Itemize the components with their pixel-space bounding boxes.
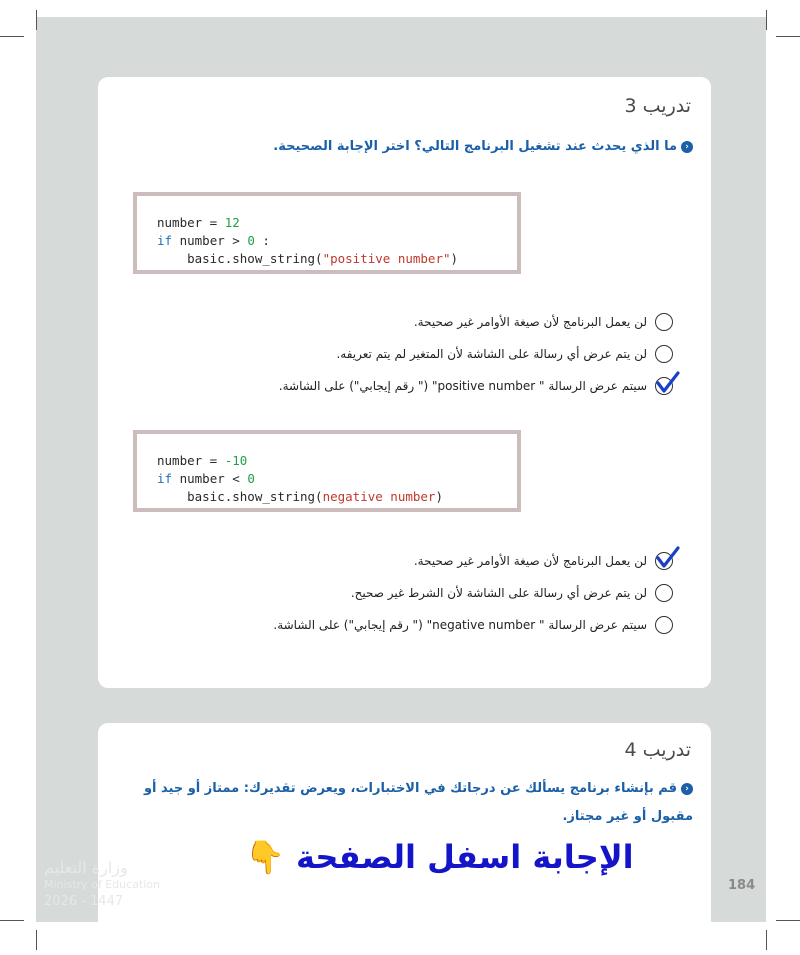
exercise-3-question — [273, 133, 693, 161]
option-label: سيتم عرض الرسالة " negative number" (" رقم إيجابي") على الشاشة. — [273, 618, 647, 632]
radio-button-checked[interactable] — [655, 377, 673, 395]
option-label: سيتم عرض الرسالة " positive number" (" رقم إيجابي") على الشاشة. — [278, 379, 647, 393]
question-text: قم بإنشاء برنامج يسألك عن درجاتك في الاختبارات، ويعرض تقديرك: ممتاز أو جيد أو مقبول أو غير مجتاز. — [143, 781, 693, 824]
crop-mark — [36, 930, 37, 950]
chevron-left-icon: ‹ — [681, 783, 693, 795]
option-1-3[interactable] — [279, 377, 673, 395]
option-label: لن يتم عرض أي رسالة على الشاشة لأن الشرط غير صحيح. — [350, 586, 647, 600]
option-2-2[interactable] — [351, 584, 673, 602]
option-2-3[interactable] — [273, 616, 673, 634]
radio-button[interactable] — [655, 616, 673, 634]
exercise-4-card — [98, 723, 711, 923]
option-label: لن يعمل البرنامج لأن صيغة الأوامر غير صحيحة. — [413, 554, 647, 568]
crop-mark — [766, 930, 767, 950]
option-1-2[interactable] — [336, 345, 673, 363]
crop-mark — [36, 10, 37, 30]
ministry-watermark-year: 2026 - 1447 — [44, 894, 124, 909]
code-block-2: number = -10 if number < 0 basic.show_string(negative number) — [133, 430, 521, 512]
radio-button[interactable] — [655, 313, 673, 331]
crop-mark — [0, 920, 24, 921]
radio-button[interactable] — [655, 345, 673, 363]
option-1-1[interactable] — [414, 313, 673, 331]
exercise-3-title: تدريب 3 — [624, 95, 691, 117]
crop-mark — [776, 36, 800, 37]
ministry-watermark: وزارة التعليم — [44, 858, 128, 877]
code-block-1: number = 12 if number > 0 : basic.show_string("positive number") — [133, 192, 521, 274]
exercise-4-question — [113, 775, 693, 831]
crop-mark — [0, 36, 24, 37]
chevron-left-icon: ‹ — [681, 141, 693, 153]
ministry-watermark-subtitle: Ministry of Education — [44, 878, 161, 891]
crop-mark — [766, 10, 767, 30]
radio-button-checked[interactable] — [655, 552, 673, 570]
exercise-4-title: تدريب 4 — [624, 739, 691, 761]
exercise-3-card — [98, 77, 711, 688]
checkmark-icon — [654, 370, 680, 396]
option-label: لن يعمل البرنامج لأن صيغة الأوامر غير صحيحة. — [413, 315, 647, 329]
option-2-1[interactable] — [414, 552, 673, 570]
question-text: ما الذي يحدث عند تشغيل البرنامج التالي؟ اختر الإجابة الصحيحة. — [273, 139, 677, 154]
radio-button[interactable] — [655, 584, 673, 602]
crop-mark — [776, 920, 800, 921]
answer-below-note: الإجابة اسفل الصفحة 👇 — [245, 838, 634, 876]
option-label: لن يتم عرض أي رسالة على الشاشة لأن المتغير لم يتم تعريفه. — [336, 347, 647, 361]
page-number: 184 — [728, 878, 756, 893]
checkmark-icon — [654, 545, 680, 571]
